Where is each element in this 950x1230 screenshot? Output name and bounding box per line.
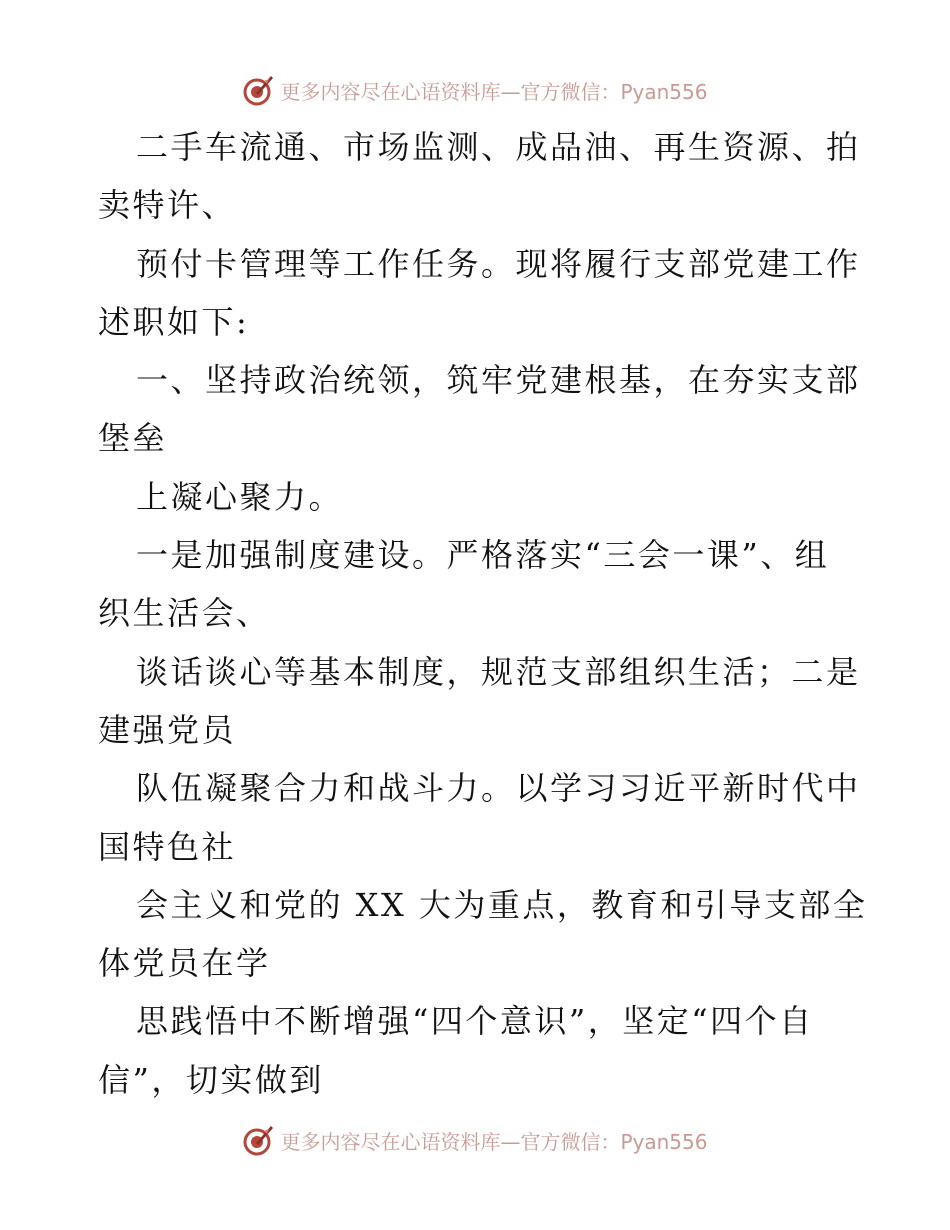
paragraph-line: 信”，切实做到 — [98, 1060, 324, 1099]
section-heading-line: 堡垒 — [98, 419, 168, 458]
paragraph-line: 织生活会、 — [98, 594, 271, 633]
paragraph-line: 谈话谈心等基本制度，规范支部组织生活；二是 — [136, 652, 861, 691]
wax-seal-feather-icon — [242, 73, 276, 107]
document-body — [98, 118, 868, 1109]
paragraph-line: 预付卡管理等工作任务。现将履行支部党建工作 — [136, 244, 861, 283]
header-watermark-text: 更多内容尽在心语资料库—官方微信：Pyan556 — [280, 79, 708, 104]
paragraph-line: 二手车流通、市场监测、成品油、再生资源、拍 — [136, 128, 861, 166]
paragraph-line: 上凝心聚力。 — [136, 477, 344, 516]
paragraph-line: 述职如下: — [98, 302, 250, 341]
paragraph-line: 建强党员 — [98, 710, 237, 749]
header-watermark-banner — [0, 70, 950, 110]
footer-watermark-banner — [0, 1120, 950, 1160]
paragraph-line: 国特色社 — [98, 827, 237, 866]
paragraph-line: 卖特许、 — [98, 186, 237, 225]
paragraph-line: 体党员在学 — [98, 944, 271, 983]
paragraph-line: 一是加强制度建设。严格落实“三会一课”、组 — [136, 536, 830, 575]
wax-seal-feather-icon — [242, 1123, 276, 1157]
paragraph-line: 思践悟中不断增强“四个意识”，坚定“四个自 — [136, 1002, 814, 1041]
paragraph-line: 会主义和党的 XX 大为重点，教育和引导支部全 — [136, 885, 868, 924]
footer-watermark-text: 更多内容尽在心语资料库—官方微信：Pyan556 — [280, 1129, 708, 1154]
section-heading-line: 一、坚持政治统领，筑牢党建根基，在夯实支部 — [136, 361, 861, 400]
paragraph-line: 队伍凝聚合力和战斗力。以学习习近平新时代中 — [136, 769, 861, 808]
